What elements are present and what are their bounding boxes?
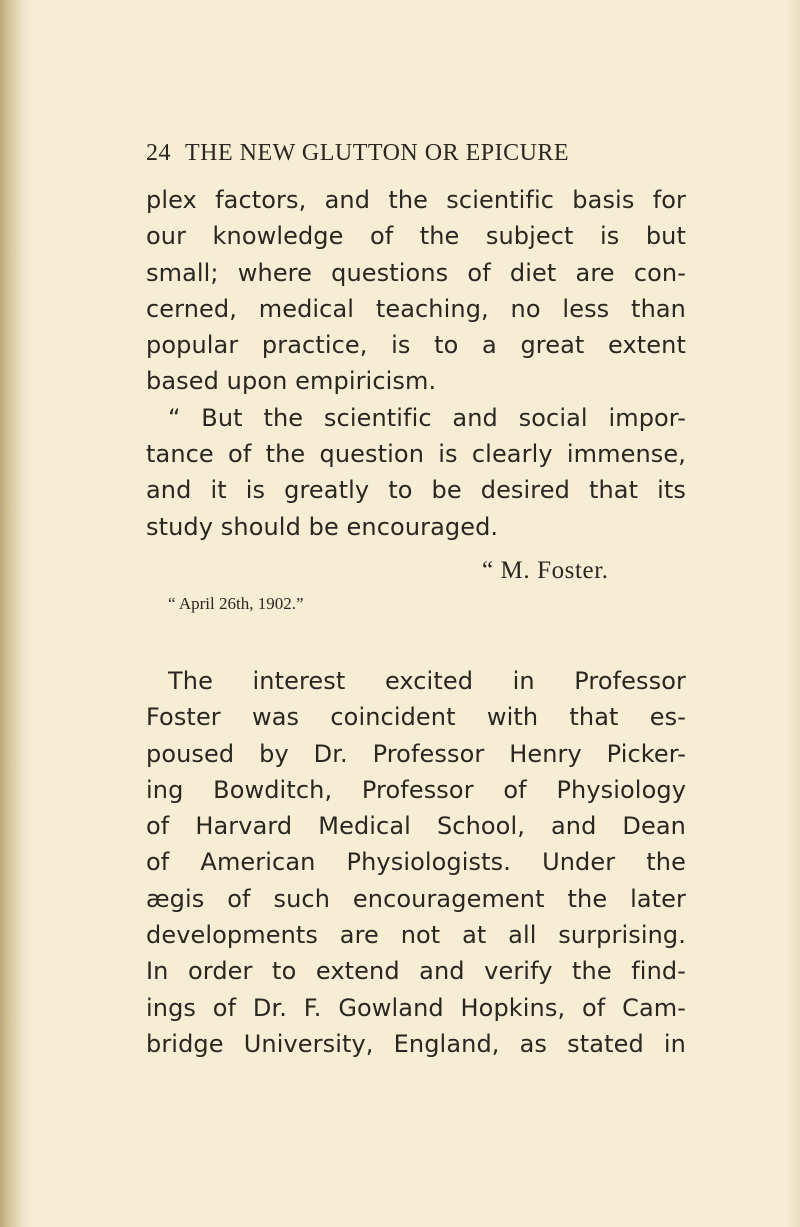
text-line: poused by Dr. Professor Henry Picker-: [146, 739, 686, 768]
paragraph-1: [146, 182, 686, 400]
page-number: 24: [146, 140, 171, 166]
text-line: popular practice, is to a great extent: [146, 331, 686, 360]
text-line: In order to extend and verify the find-: [146, 957, 686, 986]
page-body: [146, 140, 686, 1062]
running-header: [146, 140, 686, 182]
text-line: of Harvard Medical School, and Dean: [146, 812, 686, 841]
signature: “ M. Foster.: [482, 556, 609, 584]
text-line: based upon empiricism.: [146, 367, 437, 396]
text-line: developments are not at all surprising.: [146, 921, 686, 950]
text-line: cerned, medical teaching, no less than: [146, 294, 686, 323]
text-line: The interest excited in Professor: [168, 666, 686, 695]
text-line: our knowledge of the subject is but: [146, 222, 686, 251]
text-line: bridge University, England, as stated in: [146, 1029, 686, 1058]
text-line: plex factors, and the scientific basis for: [146, 186, 686, 214]
running-title: THE NEW GLUTTON OR EPICURE: [185, 140, 570, 166]
text-line: small; where questions of diet are con-: [146, 258, 686, 287]
text-line: tance of the question is clearly immense,: [146, 440, 686, 469]
paragraph-3: [146, 663, 686, 1062]
date-line: “ April 26th, 1902.”: [168, 593, 304, 613]
text-line: of American Physiologists. Under the: [146, 848, 686, 877]
text-line: ings of Dr. F. Gowland Hopkins, of Cam-: [146, 993, 686, 1022]
text-line: ægis of such encouragement the later: [146, 884, 686, 913]
paragraph-gap: [146, 617, 686, 663]
text-line: study should be encouraged.: [146, 512, 499, 541]
text-line: “ But the scientific and social impor-: [168, 403, 686, 432]
text-line: ing Bowditch, Professor of Physiology: [146, 775, 686, 804]
binding-shadow: [0, 0, 30, 1227]
page-edge: [786, 0, 800, 1227]
text-line: and it is greatly to be desired that its: [146, 476, 686, 505]
paragraph-2: [146, 400, 686, 545]
text-line: Foster was coincident with that es-: [146, 703, 686, 732]
